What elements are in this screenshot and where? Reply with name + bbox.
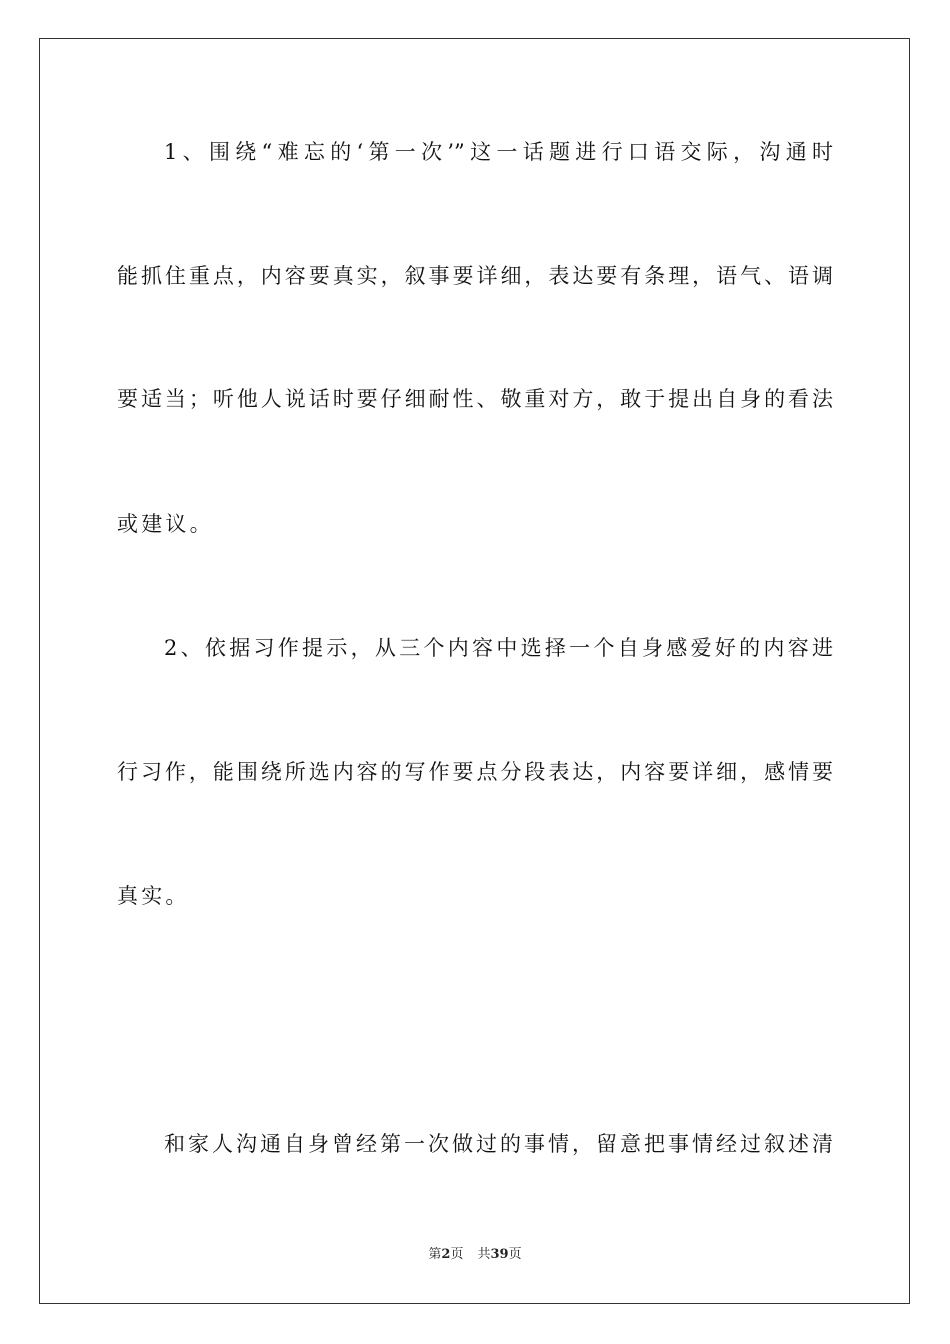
paragraph-line: 2、依据习作提示，从三个内容中选择一个自身感爱好的内容进 — [164, 636, 833, 660]
paragraph-line: 1、围绕“难忘的‘第一次’”这一话题进行口语交际，沟通时 — [164, 140, 833, 164]
page-border — [39, 38, 910, 1304]
paragraph-line: 真实。 — [117, 884, 190, 908]
footer-page-number: 2 — [441, 1247, 451, 1262]
paragraph-line: 要适当；听他人说话时要仔细耐性、敬重对方，敢于提出自身的看法 — [117, 387, 833, 411]
footer-total-suffix: 页 — [508, 1247, 522, 1262]
page-footer — [0, 1246, 950, 1264]
paragraph-line: 行习作，能围绕所选内容的写作要点分段表达，内容要详细，感情要 — [117, 760, 833, 784]
footer-page-prefix: 第 — [428, 1247, 442, 1262]
paragraph-line: 或建议。 — [117, 512, 214, 536]
footer-total-prefix: 共 — [477, 1247, 491, 1262]
paragraph-line: 能抓住重点，内容要真实，叙事要详细，表达要有条理，语气、语调 — [117, 264, 833, 288]
footer-page-suffix: 页 — [450, 1247, 464, 1262]
footer-total-number: 39 — [490, 1247, 509, 1262]
paragraph-line: 和家人沟通自身曾经第一次做过的事情，留意把事情经过叙述清 — [164, 1132, 833, 1156]
